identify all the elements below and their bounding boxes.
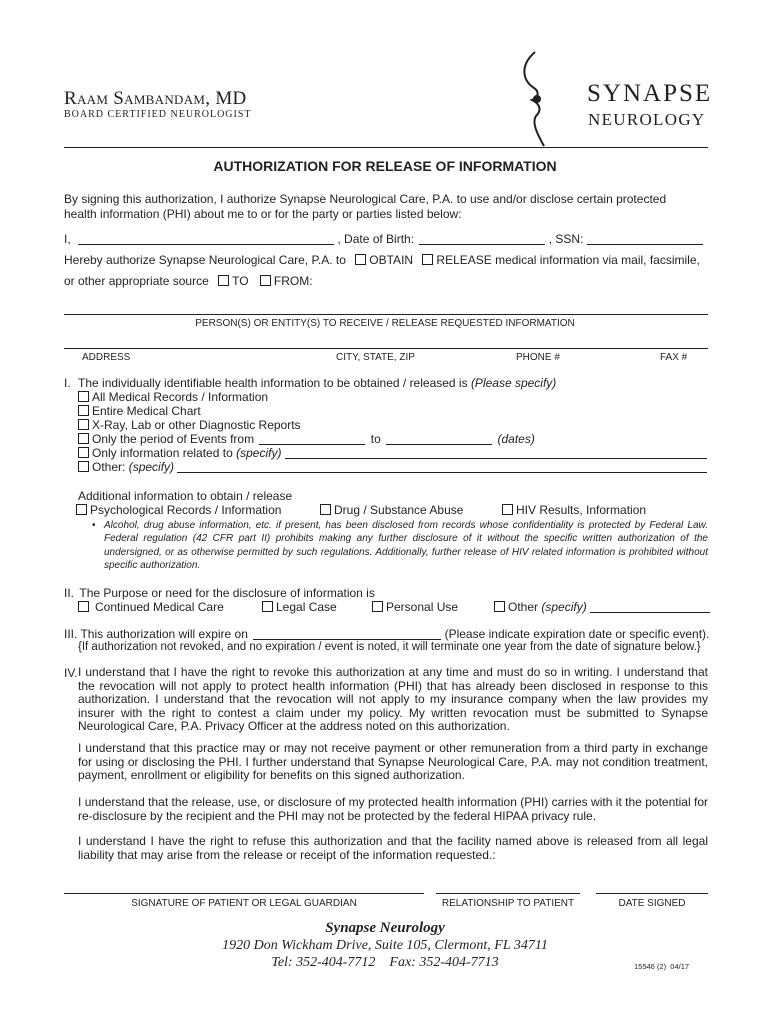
section1-number: I.	[64, 376, 71, 390]
doctor-title: BOARD CERTIFIED NEUROLOGIST	[64, 109, 252, 120]
address-label: ADDRESS	[82, 352, 131, 363]
federal-notice: Alcohol, drug abuse information, etc. if present, has been disclosed from records whose confidentiality is protected by Federal Law. Federal regulation (42 CFR part II) prohibits making any further disclosure of it without the specific written authorization of the undersigned, or as otherwise permitted by such regulations. Additionally, further release of HIV related information is prohibited without specific authorization.	[104, 520, 708, 572]
footer-contact: Tel: 352-404-7712 Fax: 352-404-7713	[271, 955, 499, 970]
section1-text: The individually identifiable health information to be obtained / released is	[78, 376, 468, 390]
authorize-row	[64, 253, 700, 267]
other-specify: (specify)	[128, 460, 175, 474]
obtain-checkbox[interactable]	[355, 254, 366, 265]
relationship-label: RELATIONSHIP TO PATIENT	[441, 898, 575, 909]
payment-paragraph: I understand that this practice may or may not receive payment or other remuneration from a third party in exchange for using or disclosing the PHI. I further understand that Synapse Neurological Care, P.A. may not condition treatment, payment, enrollment or eligibility for benefits on this signed authorization.	[78, 741, 708, 783]
legal-case-label: Legal Case	[276, 600, 337, 614]
revoke-paragraph: I understand that I have the right to revoke this authorization at any time and must do so in writing. I understand that the revocation will not apply to protect health information (PHI) that has already been disclosed in response to this authorization. I understand that the revocation will not apply to my insurance company when the law provides my insurer with the right to contest a claim under my policy. My written revocation must be submitted to Synapse Neurological Care, P.A. Privacy Officer at the address noted on this authorization.	[78, 665, 708, 734]
expiration-paren: (Please indicate expiration date or specific event).	[444, 627, 710, 641]
related-field[interactable]	[285, 448, 707, 459]
doctor-name: Raam Sambandam, MD	[64, 88, 247, 109]
xray-checkbox[interactable]	[78, 419, 89, 430]
synapse-logo-icon	[510, 50, 560, 150]
redisclosure-paragraph: I understand that the release, use, or disclosure of my protected health information (PHI) carries with it the potential for re-disclosure by the recipient and the PHI may not be protected by the federal HIPAA privacy rule.	[78, 795, 708, 823]
section3-number: III.	[64, 627, 78, 641]
expiration-note: {If authorization not revoked, and no expiration / event is noted, it will terminate one year from the date of signature below.}	[78, 641, 701, 653]
purpose-other-field[interactable]	[590, 602, 710, 613]
related-label: Only information related to	[92, 446, 233, 460]
medical-chart-checkbox[interactable]	[78, 405, 89, 416]
signature-line[interactable]	[64, 893, 424, 894]
period-dates-label: (dates)	[497, 432, 535, 446]
section1-specify: (Please specify)	[470, 376, 557, 390]
refuse-paragraph: I understand I have the right to refuse this authorization and that the facility named above is released from all legal liability that may arise from the release or receipt of the information requested.:	[78, 834, 708, 862]
from-label: FROM:	[273, 274, 313, 288]
dob-field[interactable]	[419, 234, 545, 245]
related-checkbox[interactable]	[78, 447, 89, 458]
date-signed-label: DATE SIGNED	[618, 898, 686, 909]
related-specify: (specify)	[236, 446, 282, 460]
hiv-checkbox[interactable]	[502, 504, 513, 515]
date-line[interactable]	[596, 893, 708, 894]
name-row	[64, 232, 703, 246]
release-checkbox[interactable]	[422, 254, 433, 265]
additional-label: Additional information to obtain / release	[78, 489, 293, 503]
hiv-label: HIV Results, Information	[516, 503, 647, 517]
header-divider	[64, 147, 708, 148]
period-from-field[interactable]	[259, 434, 365, 445]
fax-label: FAX #	[660, 352, 688, 363]
psych-label: Psychological Records / Information	[90, 503, 282, 517]
obtain-label: OBTAIN	[369, 253, 414, 267]
other-checkbox[interactable]	[78, 461, 89, 472]
footer-address: 1920 Don Wickham Drive, Suite 105, Clermont, FL 34711	[222, 938, 548, 953]
section1-heading	[64, 376, 556, 390]
drug-checkbox[interactable]	[320, 504, 331, 515]
all-records-label: All Medical Records / Information	[92, 390, 269, 404]
source-row	[64, 274, 313, 288]
section3-row	[64, 627, 709, 641]
other-label: Other:	[92, 460, 126, 474]
to-label: TO	[232, 274, 249, 288]
section2-heading	[64, 586, 375, 600]
form-title: AUTHORIZATION FOR RELEASE OF INFORMATION	[213, 158, 557, 174]
logo-synapse: SYNAPSE	[587, 80, 713, 107]
period-to-field[interactable]	[386, 434, 492, 445]
section2-text: The Purpose or need for the disclosure of information is	[79, 586, 375, 600]
xray-label: X-Ray, Lab or other Diagnostic Reports	[92, 418, 301, 432]
release-label: RELEASE medical information via mail, facsimile,	[436, 253, 700, 267]
to-checkbox[interactable]	[218, 275, 229, 286]
purpose-other-specify: (specify)	[541, 600, 587, 614]
hereby-text: Hereby authorize Synapse Neurological Care, P.A. to	[64, 253, 346, 267]
signature-label: SIGNATURE OF PATIENT OR LEGAL GUARDIAN	[131, 898, 357, 909]
purpose-other-label: Other	[508, 600, 539, 614]
phone-label: PHONE #	[516, 352, 560, 363]
bullet-icon: •	[92, 520, 96, 531]
person-entity-label: PERSON(S) OR ENTITY(S) TO RECEIVE / RELEASE REQUESTED INFORMATION	[195, 318, 575, 329]
intro-text: By signing this authorization, I authorize Synapse Neurological Care, P.A. to use and/or disclose certain protected health information (PHI) about me to or for the party or parties listed below:	[64, 192, 667, 221]
ssn-label: , SSN:	[548, 232, 584, 246]
personal-use-checkbox[interactable]	[372, 601, 383, 612]
section2-number: II.	[64, 586, 75, 600]
form-code: 15546 (2) 04/17	[634, 962, 690, 971]
from-checkbox[interactable]	[260, 275, 271, 286]
period-to-label: to	[370, 432, 381, 446]
psych-checkbox[interactable]	[76, 504, 87, 515]
period-label: Only the period of Events from	[92, 432, 255, 446]
section4-number: IV.	[64, 666, 78, 680]
medical-chart-label: Entire Medical Chart	[92, 404, 201, 418]
other-field[interactable]	[177, 462, 707, 473]
dob-label: , Date of Birth:	[337, 232, 415, 246]
person-line[interactable]	[64, 314, 708, 315]
relationship-line[interactable]	[436, 893, 580, 894]
legal-case-checkbox[interactable]	[262, 601, 273, 612]
ssn-field[interactable]	[587, 234, 703, 245]
purpose-other-checkbox[interactable]	[494, 601, 505, 612]
city-label: CITY, STATE, ZIP	[336, 352, 415, 363]
logo-neurology: NEUROLOGY	[588, 110, 706, 129]
section3-text: This authorization will expire on	[80, 627, 248, 641]
expiration-field[interactable]	[253, 629, 441, 640]
address-line[interactable]	[64, 348, 708, 349]
name-label: I,	[64, 232, 71, 246]
all-records-checkbox[interactable]	[78, 391, 89, 402]
footer-name: Synapse Neurology	[325, 920, 445, 936]
personal-use-label: Personal Use	[386, 600, 459, 614]
name-field[interactable]	[78, 234, 334, 245]
continued-care-label: Continued Medical Care	[95, 600, 224, 614]
drug-label: Drug / Substance Abuse	[334, 503, 464, 517]
other-source-text: or other appropriate source	[64, 274, 209, 288]
period-checkbox[interactable]	[78, 433, 89, 444]
continued-care-checkbox[interactable]	[78, 601, 89, 612]
